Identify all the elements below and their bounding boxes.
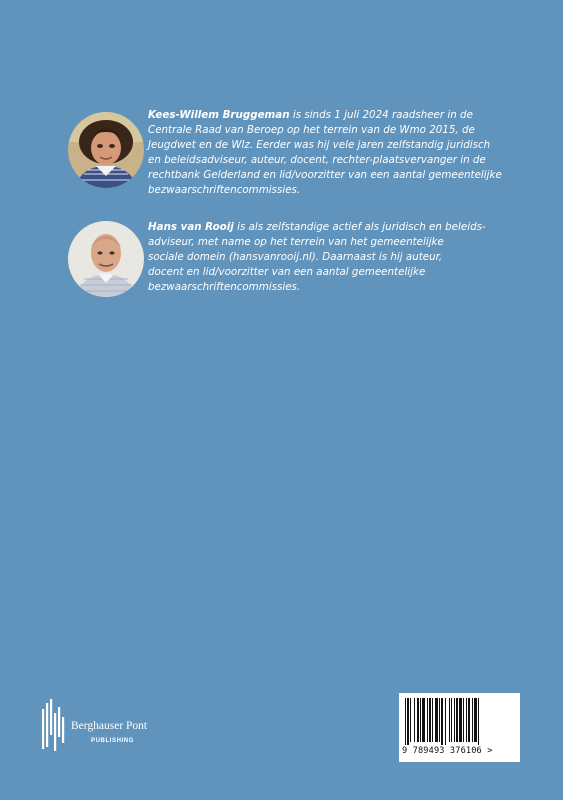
- isbn-number: [402, 746, 518, 756]
- bio-line: docent en lid/voorzitter van een aantal gemeentelijke: [148, 266, 426, 279]
- author-name: Kees-Willem Bruggeman: [148, 109, 290, 121]
- barcode-bar: [463, 698, 464, 742]
- isbn-barcode: [399, 693, 520, 762]
- barcode-bar: [468, 698, 470, 742]
- barcode-bar: [435, 698, 438, 742]
- bio-line: Jeugdwet en de Wlz. Eerder was hij vele jaren zelfstandig juridisch: [148, 139, 491, 152]
- barcode-bar: [417, 698, 419, 742]
- barcode-bar: [449, 698, 450, 742]
- barcode-bar: [405, 698, 406, 745]
- barcode-bar: [478, 698, 479, 745]
- publisher-mark-icon: [42, 699, 68, 751]
- barcode-bar: [474, 698, 477, 742]
- barcode-bar: [429, 698, 431, 742]
- barcode-bar: [454, 698, 455, 742]
- bio-line: sociale domein (hansvanrooij.nl). Daarnaast is hij auteur,: [148, 251, 443, 264]
- bio-line: en beleidsadviseur, auteur, docent, rechter-plaatsvervanger in de: [148, 154, 486, 167]
- author-photo-bruggeman: [68, 112, 144, 188]
- barcode-bar: [459, 698, 462, 742]
- barcode-bar: [414, 698, 415, 742]
- isbn-addon: >: [487, 746, 493, 756]
- barcode-bar: [445, 698, 446, 745]
- barcode-bar: [466, 698, 467, 742]
- barcode-bar: [451, 698, 452, 742]
- barcode-bar: [439, 698, 440, 742]
- bio-line: bezwaarschriftencommissies.: [148, 184, 301, 197]
- publisher-logo: [42, 699, 172, 751]
- author-bio-text: [148, 108, 508, 199]
- barcode-bars: [405, 698, 514, 745]
- publisher-subtitle: PUBLISHING: [91, 738, 135, 744]
- barcode-bar: [420, 698, 421, 742]
- bio-line: bezwaarschriftencommissies.: [148, 281, 301, 294]
- barcode-bar: [441, 698, 443, 745]
- publisher-name: Berghauser Pont: [71, 720, 148, 732]
- barcode-bar: [410, 698, 411, 742]
- barcode-bar: [422, 698, 425, 742]
- author-bio-text: [148, 220, 508, 295]
- barcode-bar: [407, 698, 409, 745]
- barcode-bar: [472, 698, 473, 742]
- bio-line: is als zelfstandige actief als juridisch en beleids-: [233, 221, 486, 233]
- author-name: Hans van Rooij: [148, 221, 234, 233]
- barcode-bar: [427, 698, 428, 742]
- barcode-bar: [456, 698, 458, 742]
- author-photo-van-rooij: [68, 221, 144, 297]
- bio-line: Centrale Raad van Beroep op het terrein van de Wmo 2015, de: [148, 124, 475, 137]
- bio-line: is sinds 1 juli 2024 raadsheer in de: [289, 109, 473, 121]
- bio-line: adviseur, met name op het terrein van het gemeentelijke: [148, 236, 444, 249]
- bio-line: rechtbank Gelderland en lid/voorzitter van een aantal gemeentelijke: [148, 169, 502, 182]
- barcode-bar: [432, 698, 433, 742]
- isbn-digits: 9 789493 376106: [402, 746, 482, 756]
